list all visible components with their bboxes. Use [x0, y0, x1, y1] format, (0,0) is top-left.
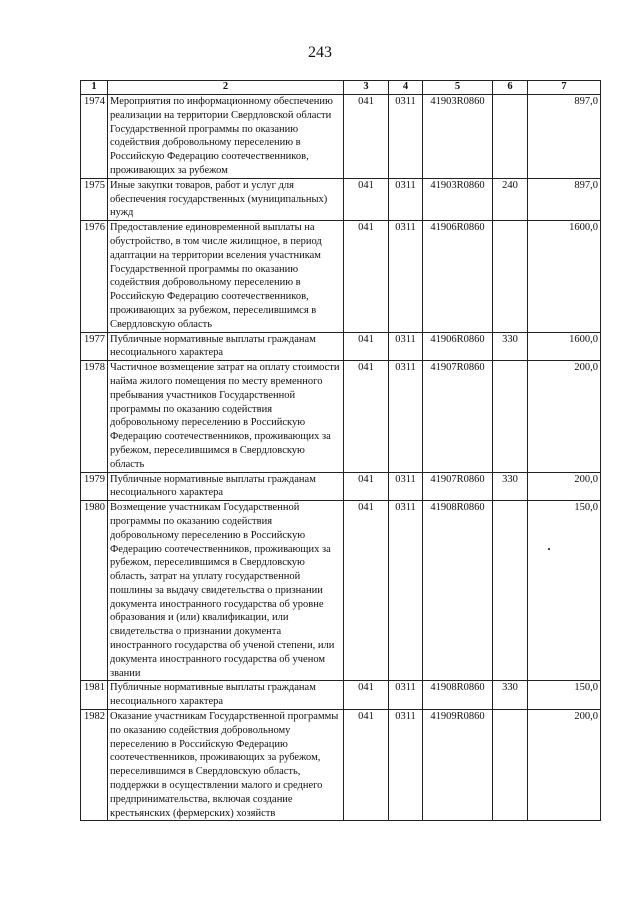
- table-row: [81, 95, 601, 179]
- row-name: Иные закупки товаров, работ и услуг для обеспечения государственных (муниципальных) нужд: [108, 178, 344, 220]
- row-section-code: 0311: [389, 221, 423, 332]
- row-number: 1978: [81, 361, 108, 472]
- row-number: 1982: [81, 710, 108, 821]
- row-sum: 1600,0: [528, 221, 601, 332]
- row-target-code: 41903R0860: [423, 95, 493, 179]
- row-name: Мероприятия по информационному обеспечению реализации на территории Свердловской области Государственной программы по оказанию содействия добровольному переселению в Российскую Федерацию соотечественников, проживающих за рубежом: [108, 95, 344, 179]
- row-name: Публичные нормативные выплаты гражданам несоциального характера: [108, 472, 344, 501]
- budget-table: [80, 80, 601, 821]
- row-section-code: 0311: [389, 501, 423, 681]
- row-sum: 897,0: [528, 178, 601, 220]
- table-row: [81, 710, 601, 821]
- row-section-code: 0311: [389, 332, 423, 361]
- header-col-5: 5: [423, 81, 493, 95]
- row-section-code: 0311: [389, 361, 423, 472]
- row-section-code: 0311: [389, 710, 423, 821]
- row-name: Предоставление единовременной выплаты на обустройство, в том числе жилищное, в период адаптации на территории вселения участникам Государственной программы по оказанию содействия добровольному переселению в Российскую Федерацию соотечественников, проживающих за рубежом, переселившимся в Свердловскую область: [108, 221, 344, 332]
- row-target-code: 41903R0860: [423, 178, 493, 220]
- row-number: 1974: [81, 95, 108, 179]
- row-number: 1976: [81, 221, 108, 332]
- row-ministry-code: 041: [344, 681, 389, 710]
- row-expense-code: [493, 710, 528, 821]
- row-expense-code: 330: [493, 332, 528, 361]
- row-target-code: 41906R0860: [423, 221, 493, 332]
- row-ministry-code: 041: [344, 221, 389, 332]
- row-name: Частичное возмещение затрат на оплату стоимости найма жилого помещения по месту временного пребывания участников Государственной программы по оказанию содействия добровольному переселению в Российскую Федерацию соотечественников, проживающих за рубежом, переселившимся в Свердловскую область: [108, 361, 344, 472]
- row-number: 1981: [81, 681, 108, 710]
- row-ministry-code: 041: [344, 95, 389, 179]
- table-row: [81, 221, 601, 332]
- row-number: 1977: [81, 332, 108, 361]
- row-name: Публичные нормативные выплаты гражданам несоциального характера: [108, 332, 344, 361]
- row-name: Публичные нормативные выплаты гражданам несоциального характера: [108, 681, 344, 710]
- table-row: [81, 501, 601, 681]
- row-expense-code: [493, 95, 528, 179]
- row-ministry-code: 041: [344, 472, 389, 501]
- header-col-7: 7: [528, 81, 601, 95]
- row-target-code: 41909R0860: [423, 710, 493, 821]
- row-sum: 1600,0: [528, 332, 601, 361]
- row-ministry-code: 041: [344, 361, 389, 472]
- row-number: 1980: [81, 501, 108, 681]
- row-section-code: 0311: [389, 472, 423, 501]
- row-target-code: 41907R0860: [423, 472, 493, 501]
- row-ministry-code: 041: [344, 710, 389, 821]
- row-section-code: 0311: [389, 681, 423, 710]
- row-section-code: 0311: [389, 178, 423, 220]
- table-row: [81, 472, 601, 501]
- header-col-4: 4: [389, 81, 423, 95]
- table-row: [81, 332, 601, 361]
- row-sum: 200,0: [528, 472, 601, 501]
- row-section-code: 0311: [389, 95, 423, 179]
- row-name: Возмещение участникам Государственной программы по оказанию содействия добровольному переселению в Российскую Федерацию соотечественников, проживающих за рубежом, переселившимся в Свердловскую область, затрат на уплату государственной пошлины за выдачу свидетельства о признании документа иностранного государства об уровне образования и (или) квалификации, или свидетельства о признании документа иностранного государства об ученой степени, или документа иностранного государства об ученом звании: [108, 501, 344, 681]
- table-row: [81, 178, 601, 220]
- row-expense-code: 330: [493, 472, 528, 501]
- row-sum: 150,0: [528, 681, 601, 710]
- row-sum: 200,0: [528, 361, 601, 472]
- table-header-row: [81, 81, 601, 95]
- row-expense-code: [493, 221, 528, 332]
- row-target-code: 41908R0860: [423, 681, 493, 710]
- header-col-2: 2: [108, 81, 344, 95]
- row-sum: 150,0: [528, 501, 601, 681]
- row-number: 1979: [81, 472, 108, 501]
- row-expense-code: 240: [493, 178, 528, 220]
- row-sum: 897,0: [528, 95, 601, 179]
- row-ministry-code: 041: [344, 501, 389, 681]
- header-col-3: 3: [344, 81, 389, 95]
- header-col-6: 6: [493, 81, 528, 95]
- header-col-1: 1: [81, 81, 108, 95]
- row-number: 1975: [81, 178, 108, 220]
- row-expense-code: [493, 361, 528, 472]
- row-target-code: 41907R0860: [423, 361, 493, 472]
- row-target-code: 41908R0860: [423, 501, 493, 681]
- row-expense-code: [493, 501, 528, 681]
- table-row: [81, 361, 601, 472]
- row-ministry-code: 041: [344, 178, 389, 220]
- page-number: 243: [308, 44, 332, 61]
- table-row: [81, 681, 601, 710]
- row-expense-code: 330: [493, 681, 528, 710]
- row-target-code: 41906R0860: [423, 332, 493, 361]
- row-ministry-code: 041: [344, 332, 389, 361]
- scan-speck: [548, 548, 550, 550]
- row-sum: 200,0: [528, 710, 601, 821]
- row-name: Оказание участникам Государственной программы по оказанию содействия добровольному переселению в Российскую Федерацию соотечественников, проживающих за рубежом, переселившимся в Свердловскую область, поддержки в осуществлении малого и среднего предпринимательства, включая создание крестьянских (фермерских) хозяйств: [108, 710, 344, 821]
